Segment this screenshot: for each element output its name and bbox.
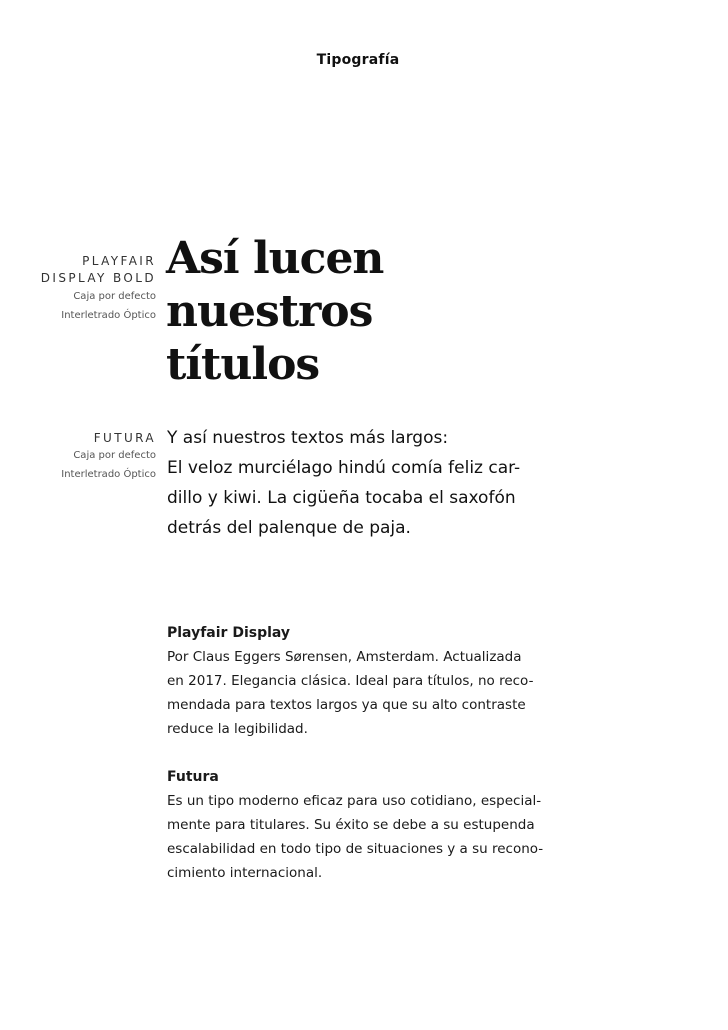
description-line: mente para titulares. Su éxito se debe a su estupenda	[167, 817, 535, 833]
page-title: Tipografía	[316, 52, 400, 68]
playfair-font-name-line: DISPLAY BOLD	[40, 271, 156, 285]
playfair-label	[41, 253, 156, 324]
sample-line: El veloz murciélago hindú comía feliz car-	[167, 458, 521, 478]
playfair-font-name	[41, 253, 156, 287]
description-line: reduce la legibilidad.	[167, 721, 308, 737]
sample-line: Y así nuestros textos más largos:	[167, 428, 449, 448]
futura-spacing: Interletrado Óptico	[61, 469, 156, 480]
playfair-spacing: Interletrado Óptico	[61, 310, 156, 321]
description-line: escalabilidad en todo tipo de situaciones y a su recono-	[167, 841, 544, 857]
description-line: Por Claus Eggers Sørensen, Amsterdam. Actualizada	[167, 649, 522, 665]
sample-line: detrás del palenque de paja.	[167, 518, 411, 538]
headline-line: títulos	[166, 339, 320, 390]
description-line: en 2017. Elegancia clásica. Ideal para títulos, no reco-	[167, 673, 534, 689]
description-line: Es un tipo moderno eficaz para uso cotidiano, especial-	[167, 793, 542, 809]
description-body	[167, 789, 567, 885]
description-heading: Playfair Display	[167, 625, 291, 641]
futura-font-name	[61, 430, 156, 447]
playfair-description	[167, 621, 567, 741]
sample-line: dillo y kiwi. La cigüeña tocaba el saxofón	[167, 488, 516, 508]
description-body	[167, 645, 567, 741]
headline-line: nuestros	[166, 286, 373, 337]
description-line: mendada para textos largos ya que su alto contraste	[167, 697, 526, 713]
description-heading: Futura	[167, 769, 219, 785]
headline-line: Así lucen	[166, 233, 384, 284]
description-line: cimiento internacional.	[167, 865, 323, 881]
futura-description	[167, 765, 567, 885]
playfair-case: Caja por defecto	[73, 291, 156, 302]
futura-label	[61, 430, 156, 483]
futura-sample-text	[167, 423, 577, 543]
playfair-headline	[166, 232, 586, 391]
futura-case: Caja por defecto	[73, 450, 156, 461]
playfair-font-name-line: PLAYFAIR	[82, 254, 156, 268]
futura-font-name-line: FUTURA	[93, 431, 156, 445]
